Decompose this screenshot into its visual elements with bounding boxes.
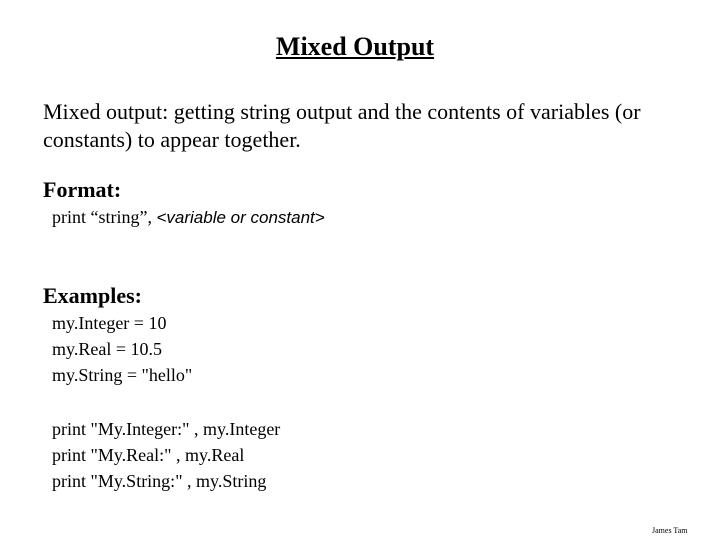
format-syntax-prefix: print “string”, [52,207,157,227]
example-print-real: print "My.Real:" , my.Real [52,445,245,465]
example-assignment-real: my.Real = 10.5 [52,339,162,359]
intro-text: Mixed output: getting string output and the contents of variables (or constants) to appear together. [43,99,641,152]
author-footer: James Tam [652,526,688,535]
example-assignment-string: my.String = "hello" [52,365,193,385]
format-heading: Format: [43,177,122,202]
example-assignment-integer: my.Integer = 10 [52,313,167,333]
format-syntax-line [52,206,325,229]
examples-heading: Examples: [43,283,142,308]
slide-title: Mixed Output [275,32,435,61]
format-syntax-param: <variable or constant> [156,208,325,227]
example-print-string: print "My.String:" , my.String [52,471,267,491]
example-print-integer: print "My.Integer:" , my.Integer [52,419,281,439]
